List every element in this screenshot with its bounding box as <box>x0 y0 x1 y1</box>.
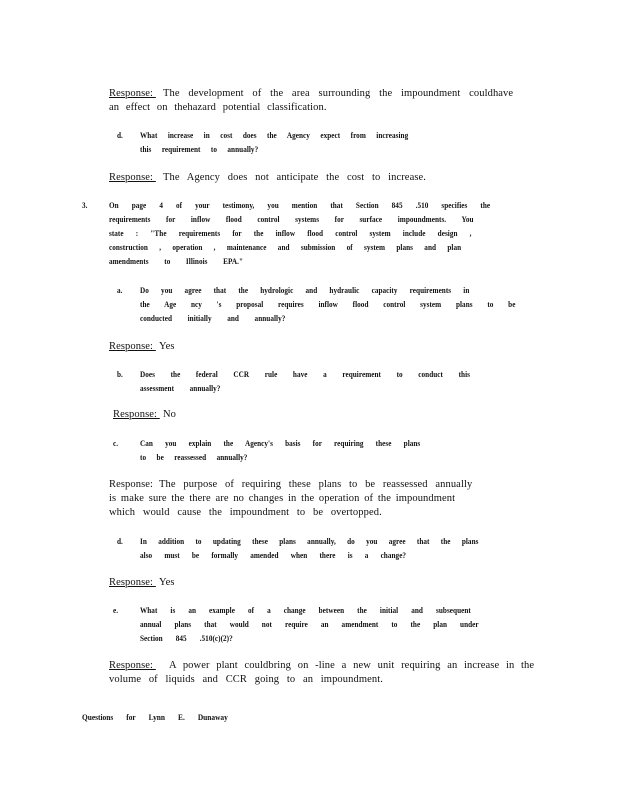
response-line: is make sure the there are no changes in the operation of the impoundment <box>109 493 456 504</box>
question-marker: d. <box>117 537 123 546</box>
response-label: Response: <box>109 660 156 671</box>
question-marker: e. <box>113 606 119 615</box>
question-line: requirements for inflow flood control systems for surface impoundments. You <box>109 215 474 224</box>
response-line: Yes <box>159 341 175 352</box>
question-line: amendments to Illinois EPA." <box>109 257 243 266</box>
question-line: this requirement to annually? <box>140 145 259 154</box>
question-line: state : "The requirements for the inflow flood control system include design , <box>109 229 472 238</box>
response-label: Response: <box>109 172 156 183</box>
response-label: Response: <box>113 409 160 420</box>
question-marker: b. <box>117 370 123 379</box>
response-label: Response: <box>109 341 156 352</box>
question-line: On page 4 of your testimony, you mention that Section 845 .510 specifies the <box>109 201 491 210</box>
question-line: Section 845 .510(c)(2)? <box>140 634 233 643</box>
question-line: Do you agree that the hydrologic and hydraulic capacity requirements in <box>140 286 470 295</box>
response-label: Response: <box>109 479 156 490</box>
question-marker: d. <box>117 131 123 140</box>
section-heading-text: Questions for Lynn E. Dunaway <box>82 712 228 722</box>
response-line: Yes <box>159 577 175 588</box>
response-line: which would cause the impoundment to be overtopped. <box>109 507 382 518</box>
question-number: 3. <box>82 201 88 210</box>
question-line: annual plans that would not require an amendment to the plan under <box>140 620 479 629</box>
question-line: the Age ncy 's proposal requires inflow flood control system plans to be <box>140 300 516 309</box>
question-line: Does the federal CCR rule have a requirement to conduct this <box>140 370 470 379</box>
response-label: Response: <box>109 577 156 588</box>
question-marker: c. <box>113 439 119 448</box>
response-line: A power plant couldbring on -line a new unit requiring an increase in the <box>169 660 535 671</box>
response-line: volume of liquids and CCR going to an impoundment. <box>109 674 383 685</box>
question-line: What increase in cost does the Agency expect from increasing <box>140 131 409 140</box>
question-line: to be reassessed annually? <box>140 453 248 462</box>
response-line: No <box>163 409 177 420</box>
question-line: What is an example of a change between the initial and subsequent <box>140 606 471 615</box>
response-line: an effect on thehazard potential classification. <box>109 102 327 113</box>
response-label: Response: <box>109 88 156 99</box>
question-line: construction , operation , maintenance and submission of system plans and plan <box>109 243 462 252</box>
question-line: Can you explain the Agency's basis for requiring these plans <box>140 439 421 448</box>
question-line: assessment annually? <box>140 384 221 393</box>
response-line: The purpose of requiring these plans to be reassessed annually <box>159 479 473 490</box>
response-line: The development of the area surrounding the impoundment couldhave <box>163 88 514 99</box>
question-line: also must be formally amended when there is a change? <box>140 551 407 560</box>
question-line: conducted initially and annually? <box>140 314 286 323</box>
response-line: The Agency does not anticipate the cost to increase. <box>163 172 426 183</box>
question-line: In addition to updating these plans annually, do you agree that the plans <box>140 537 479 546</box>
question-marker: a. <box>117 286 123 295</box>
